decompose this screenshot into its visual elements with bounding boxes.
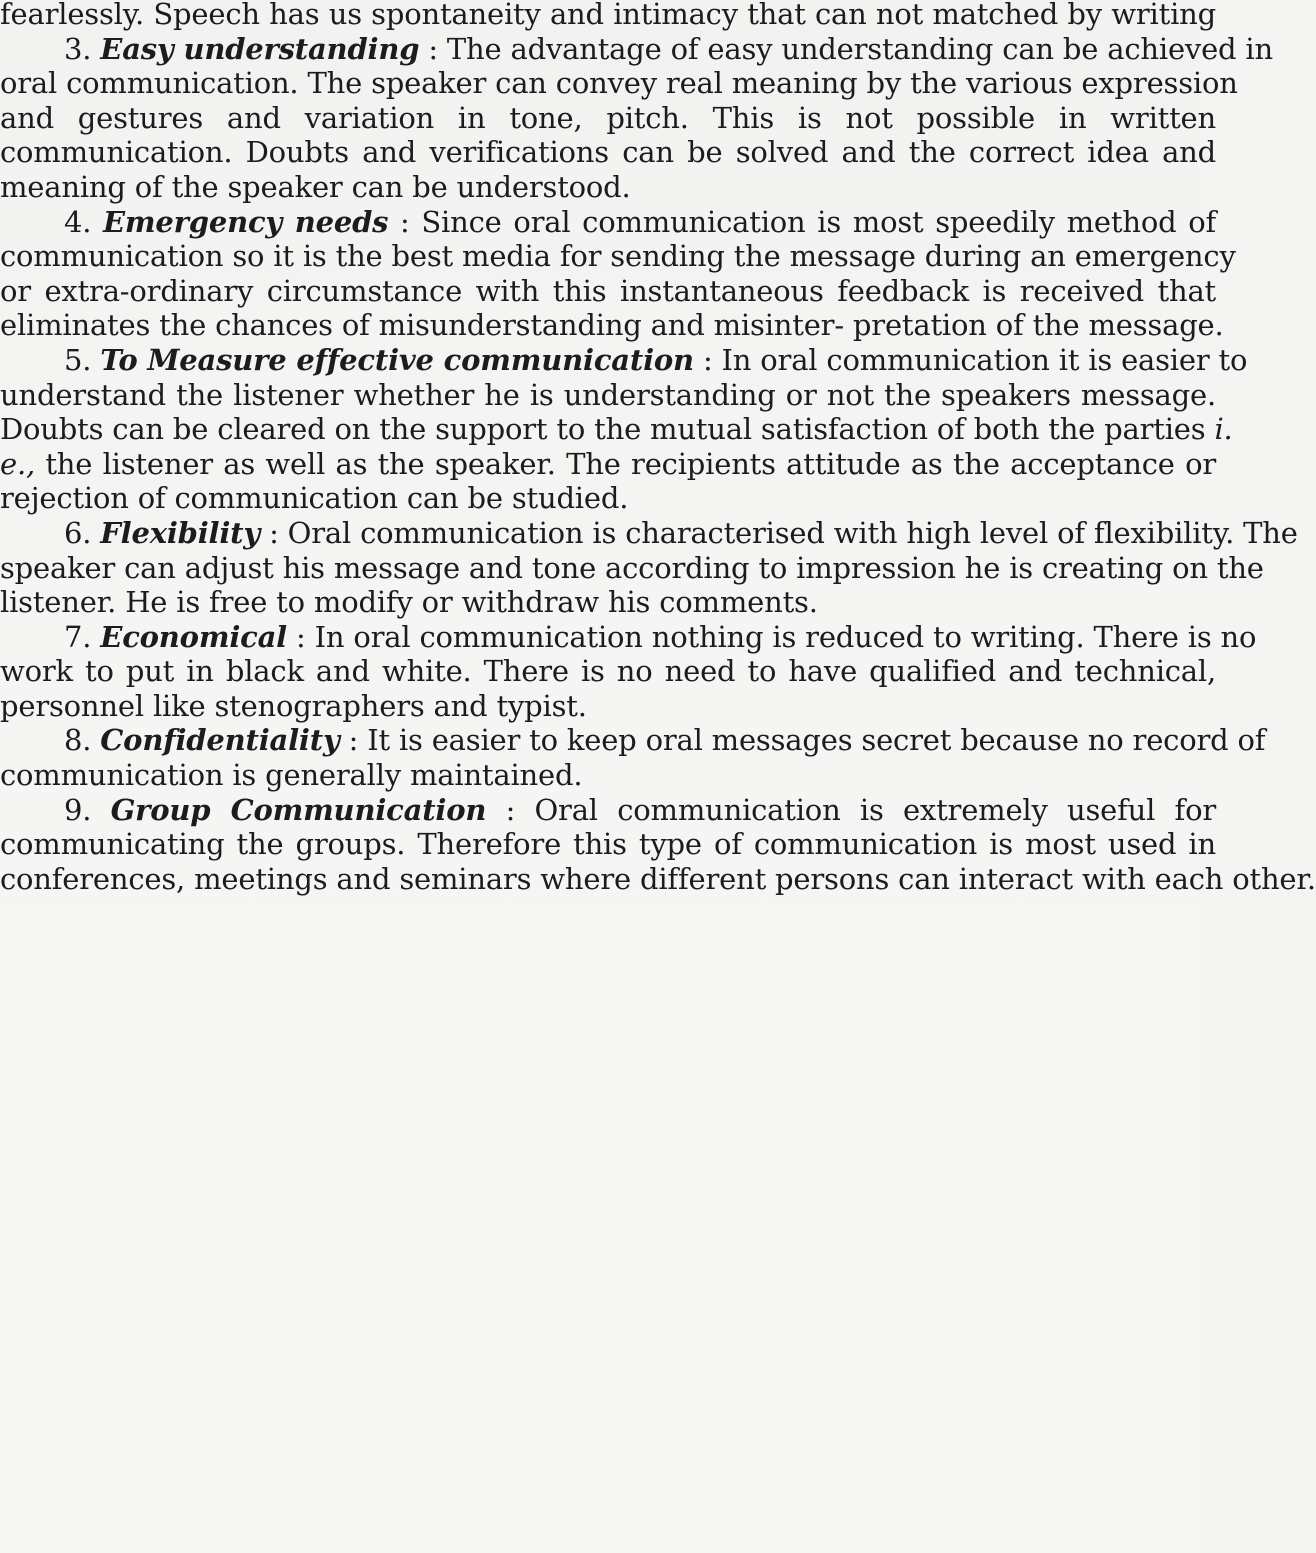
- text-run: 3.: [64, 31, 101, 66]
- paragraph-first-line: [0, 205, 1216, 240]
- text-run: or extra-ordinary circumstance with this instantaneous feedback is received that: [0, 273, 1216, 308]
- point-heading: Flexibility: [100, 515, 261, 550]
- text-run: the listener as well as the speaker. The recipients attitude as the acceptance or: [35, 446, 1216, 481]
- text-run: communication. Doubts and verifications can be solved and the correct idea and: [0, 135, 1216, 170]
- text-line: [0, 758, 1216, 793]
- text-run: eliminates the chances of misunderstanding and misinter- pretation of the message.: [0, 308, 1224, 343]
- text-line: [0, 481, 1216, 516]
- text-line: [0, 447, 1216, 482]
- text-run: 7.: [64, 619, 101, 654]
- text-run: personnel like stenographers and typist.: [0, 688, 587, 723]
- text-run: : Oral communication is characterised with high level of flexibility. The: [260, 515, 1298, 550]
- italic-text: e.,: [0, 446, 35, 481]
- text-run: fearlessly. Speech has us spontaneity and intimacy that can not matched by writing: [0, 0, 1216, 31]
- paragraph-first-line: [0, 515, 1298, 551]
- text-run: and gestures and variation in tone, pitch. This is not possible in written: [0, 100, 1216, 135]
- text-line: [0, 170, 1216, 205]
- text-line: [0, 308, 1224, 343]
- text-run: work to put in black and white. There is no need to have qualified and technical,: [0, 654, 1216, 689]
- text-run: : Since oral communication is most speedily method of: [388, 204, 1216, 239]
- text-run: : In oral communication nothing is reduced to writing. There is no: [287, 619, 1257, 654]
- text-run: : In oral communication it is easier to: [693, 342, 1248, 377]
- text-line: [0, 101, 1216, 136]
- text-run: oral communication. The speaker can convey real meaning by the various expression: [0, 66, 1238, 101]
- italic-text: i.: [1214, 412, 1233, 447]
- text-run: 9.: [64, 792, 111, 827]
- text-run: communication is generally maintained.: [0, 758, 583, 793]
- text-line: [0, 135, 1216, 170]
- text-run: rejection of communication can be studied.: [0, 481, 629, 516]
- text-run: 5.: [64, 342, 101, 377]
- text-run: : The advantage of easy understanding can be achieved in: [419, 31, 1273, 66]
- text-run: 6.: [64, 515, 101, 550]
- text-run: 4.: [64, 204, 104, 239]
- point-heading: Group Communication: [110, 792, 487, 827]
- text-run: communicating the groups. Therefore this type of communication is most used in: [0, 827, 1216, 862]
- point-heading: Confidentiality: [100, 723, 340, 758]
- text-line: [0, 550, 1264, 586]
- point-heading: Economical: [100, 619, 287, 654]
- text-run: understand the listener whether he is understanding or not the speakers message.: [0, 377, 1216, 412]
- text-line: [0, 585, 1216, 620]
- text-run: : It is easier to keep oral messages secret because no record of: [339, 723, 1266, 758]
- paragraph-first-line: [0, 31, 1273, 67]
- paragraph-first-line: [0, 342, 1248, 378]
- text-run: conferences, meetings and seminars where different persons can interact with each other.: [0, 861, 1316, 896]
- paragraph-first-line: [0, 723, 1266, 758]
- text-run: communication so it is the best media for sending the message during an emergency: [0, 239, 1236, 274]
- text-line: [0, 689, 1216, 724]
- text-line: [0, 378, 1216, 413]
- text-line: [0, 274, 1216, 309]
- paragraph-first-line: [0, 793, 1216, 828]
- text-line: [0, 239, 1236, 274]
- text-line: [0, 827, 1216, 862]
- point-heading: Easy understanding: [100, 31, 420, 66]
- text-line: [0, 412, 1233, 447]
- text-run: 8.: [64, 723, 101, 758]
- text-line: [0, 0, 1216, 32]
- text-line: [0, 861, 1316, 897]
- text-run: speaker can adjust his message and tone according to impression he is creating on the: [0, 550, 1264, 585]
- text-run: meaning of the speaker can be understood.: [0, 169, 631, 204]
- text-run: listener. He is free to modify or withdraw his comments.: [0, 585, 818, 620]
- point-heading: To Measure effective communication: [100, 342, 694, 377]
- paragraph-first-line: [0, 619, 1257, 655]
- text-line: [0, 66, 1238, 101]
- text-line: [0, 654, 1216, 689]
- text-run: : Oral communication is extremely useful for: [486, 792, 1216, 827]
- text-run: Doubts can be cleared on the support to the mutual satisfaction of both the parties: [0, 412, 1215, 447]
- point-heading: Emergency needs: [103, 204, 389, 239]
